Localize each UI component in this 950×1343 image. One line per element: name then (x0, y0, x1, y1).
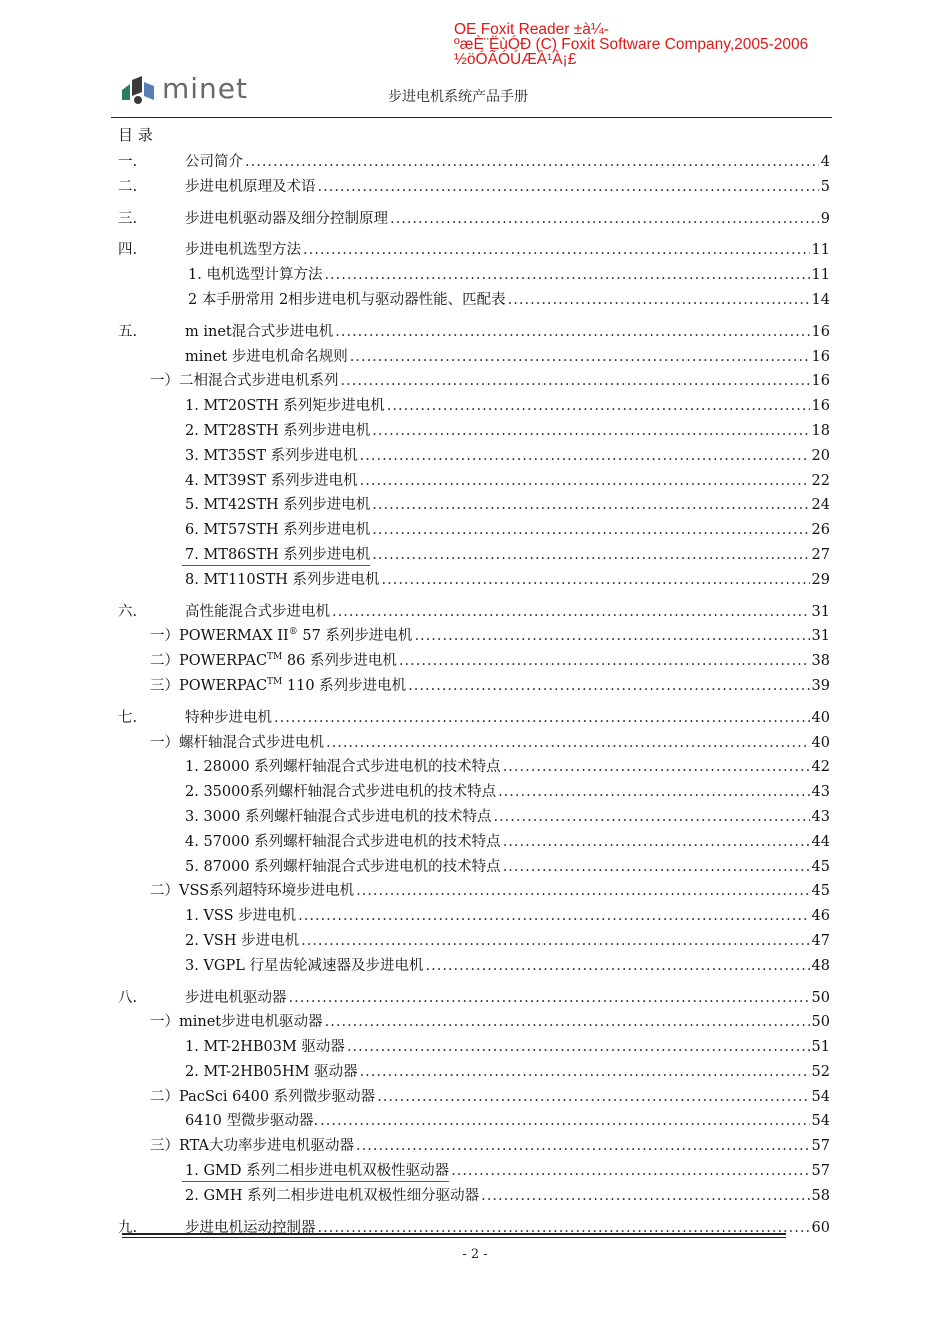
toc-entry[interactable] (118, 345, 830, 370)
toc-entry-label-suffix: 110 系列步进电机 (282, 677, 407, 694)
toc-entry-number: 一. (118, 154, 138, 170)
toc-entry-page: 16 (811, 348, 830, 365)
toc-entry-page: 16 (811, 373, 830, 390)
toc-leader-dots (356, 1138, 810, 1154)
toc-leader-dots (289, 990, 810, 1006)
toc-entry-superscript: ® (288, 627, 298, 638)
toc-entry[interactable] (118, 288, 830, 313)
toc-leader-dots (332, 604, 810, 620)
toc-entry[interactable] (118, 879, 830, 904)
toc-heading (118, 124, 830, 150)
toc-entry-title (185, 238, 301, 259)
toc-leader-dots (341, 373, 810, 389)
toc-leader-dots (372, 423, 809, 439)
toc-leader-dots (508, 292, 810, 308)
toc-entry[interactable] (118, 543, 830, 568)
toc-entry-title (188, 288, 506, 309)
toc-entry[interactable] (118, 624, 830, 649)
toc-entry-label: 特种步进电机 (185, 709, 272, 726)
toc-entry-title (185, 444, 358, 465)
toc-entry-title (185, 345, 348, 366)
toc-entry-superscript: TM (267, 677, 283, 688)
toc-entry-label: 1. 电机选型计算方法 (188, 267, 323, 284)
watermark-line-3: ½öÓÃÓÚÆÀ¹À¡£ (454, 51, 577, 68)
minet-logo-icon (118, 72, 158, 106)
toc-entry-label: 2. 35000系列螺杆轴混合式步进电机的技术特点 (185, 784, 497, 801)
toc-leader-dots (451, 1163, 809, 1179)
toc-entry[interactable] (118, 263, 830, 288)
toc-entry[interactable] (118, 600, 830, 625)
toc-entry-label: 3. MT35ST 系列步进电机 (185, 447, 358, 464)
toc-entry-page: 31 (811, 628, 830, 645)
toc-entry[interactable] (118, 805, 830, 830)
header-divider (111, 117, 832, 118)
toc-entry-label: 1. GMD 系列二相步进电机双极性驱动器 (185, 1163, 450, 1180)
toc-entry-label: 步进电机原理及术语 (185, 178, 316, 195)
toc-leader-dots (301, 933, 809, 949)
toc-entry-title (182, 1159, 449, 1182)
toc-entry-label: 1. 28000 系列螺杆轴混合式步进电机的技术特点 (185, 759, 501, 776)
toc-entry[interactable] (118, 1159, 830, 1184)
toc-leader-dots (298, 908, 809, 924)
toc-leader-dots (377, 1089, 809, 1105)
toc-entry-page: 20 (811, 447, 830, 464)
watermark-line-2: ºæÈ¨ËùÓÐ (C) Foxit Software Company,2005-2006 (454, 36, 809, 53)
toc-leader-dots (382, 572, 810, 588)
toc-entry[interactable] (118, 649, 830, 674)
toc-entry-label: 二）POWERPAC (150, 653, 268, 670)
toc-entry-page: 46 (811, 908, 830, 925)
toc-entry[interactable] (118, 986, 830, 1011)
toc-entry-page: 40 (811, 734, 830, 751)
toc-spacer (118, 231, 830, 238)
toc-entry-title (185, 320, 333, 341)
toc-spacer (118, 699, 830, 706)
toc-entry-page: 16 (811, 398, 830, 415)
toc-entry-title (185, 830, 501, 851)
toc-entry-number: 九. (118, 1219, 138, 1236)
toc-entry-title (185, 855, 501, 876)
toc-entry-page: 51 (811, 1039, 830, 1056)
toc-leader-dots (350, 349, 810, 365)
toc-entry-title (188, 263, 322, 284)
toc-entry[interactable] (118, 493, 830, 518)
toc-entry-page: 57 (811, 1138, 830, 1155)
toc-leader-dots (326, 735, 810, 751)
toc-entry[interactable] (118, 904, 830, 929)
document-title: 步进电机系统产品手册 (388, 89, 528, 105)
toc-entry-label: 6410 型微步驱动器. (185, 1113, 319, 1130)
toc-entry-superscript: TM (267, 652, 283, 663)
toc-entry[interactable] (118, 419, 830, 444)
toc-entry-page: 40 (811, 709, 830, 726)
toc-entry-label: 三）RTA大功率步进电机驱动器 (150, 1138, 355, 1155)
toc-entry-label: 一）螺杆轴混合式步进电机 (150, 734, 324, 751)
toc-leader-dots (360, 448, 810, 464)
toc-entry-title (185, 1060, 358, 1081)
toc-entry-title (185, 469, 358, 490)
toc-entry-label: 1. VSS 步进电机 (185, 908, 297, 925)
toc-leader-dots (274, 710, 810, 726)
toc-entry-page: 42 (811, 759, 830, 776)
toc-entry-page: 24 (811, 497, 830, 514)
toc-entry-title (185, 1035, 345, 1056)
toc-entry-title (150, 624, 412, 645)
toc-leader-dots (372, 522, 809, 538)
toc-leader-dots (335, 324, 809, 340)
toc-entry-title (185, 954, 424, 975)
toc-entry[interactable] (118, 175, 830, 200)
toc-entry-label: 一）minet步进电机驱动器 (150, 1014, 323, 1031)
toc-entry[interactable] (118, 518, 830, 543)
toc-entry-title (150, 674, 406, 695)
toc-entry[interactable] (118, 1010, 830, 1035)
toc-entry[interactable] (118, 755, 830, 780)
toc-leader-dots (372, 547, 809, 563)
table-of-contents (118, 124, 830, 1240)
toc-entry-number: 五. (118, 323, 138, 340)
toc-entry-title (185, 150, 243, 171)
toc-leader-dots (481, 1188, 809, 1204)
toc-leader-dots (318, 179, 819, 195)
toc-entry-page: 54 (811, 1113, 830, 1130)
toc-entry-label: 步进电机选型方法 (185, 242, 301, 259)
toc-entry-page: 22 (811, 472, 830, 489)
toc-entry-label: 3. 3000 系列螺杆轴混合式步进电机的技术特点 (185, 808, 492, 825)
toc-entry[interactable] (118, 1109, 830, 1134)
toc-entry-label: 3. VGPL 行星齿轮减速器及步进电机 (185, 957, 424, 974)
toc-leader-dots (493, 809, 809, 825)
toc-entry-title (150, 731, 324, 752)
toc-leader-dots (503, 859, 810, 875)
toc-entry-label: 步进电机运动控制器 (185, 1219, 316, 1236)
toc-entry-label: 2 本手册常用 2相步进电机与驱动器性能、匹配表 (188, 291, 506, 308)
toc-entry-number: 七. (118, 709, 138, 726)
toc-leader-dots (426, 958, 810, 974)
toc-entry-page: 54 (811, 1088, 830, 1105)
toc-entry-title (185, 986, 287, 1007)
toc-entry-label: minet 步进电机命名规则 (185, 348, 348, 365)
toc-entry-page: 5 (820, 178, 830, 195)
toc-entry[interactable] (118, 369, 830, 394)
toc-entry-label: 高性能混合式步进电机 (185, 603, 330, 620)
toc-entry-page: 43 (811, 784, 830, 801)
toc-entry-label: 1. MT20STH 系列矩步进电机 (185, 398, 385, 415)
toc-entry[interactable] (118, 1134, 830, 1159)
toc-entry-title (185, 904, 296, 925)
toc-entry-page: 11 (811, 242, 830, 259)
toc-entry-label: m inet混合式步进电机 (185, 323, 334, 340)
logo-text: minet (162, 72, 249, 105)
toc-entry-title (185, 600, 330, 621)
toc-entry-label: 5. 87000 系列螺杆轴混合式步进电机的技术特点 (185, 858, 501, 875)
toc-entry[interactable] (118, 394, 830, 419)
toc-leader-dots (408, 678, 809, 694)
toc-entry-page: 27 (811, 546, 830, 563)
footer-divider-thin (122, 1237, 786, 1238)
toc-spacer (118, 593, 830, 600)
toc-entry-page: 50 (811, 989, 830, 1006)
toc-entry[interactable] (118, 150, 830, 175)
toc-entry-page: 4 (820, 154, 830, 170)
toc-entry[interactable] (118, 731, 830, 756)
toc-entry-label: 二）PacSci 6400 系列微步驱动器 (150, 1088, 376, 1105)
toc-leader-dots (498, 784, 809, 800)
toc-spacer (118, 1209, 830, 1216)
toc-entry-page: 39 (811, 677, 830, 694)
toc-entry-label: 6. MT57STH 系列步进电机 (185, 522, 371, 539)
toc-entry-title (185, 929, 299, 950)
toc-entry-label-suffix: 86 系列步进电机 (282, 653, 397, 670)
toc-leader-dots (324, 267, 809, 283)
toc-entry-label-suffix: 57 系列步进电机 (297, 628, 413, 645)
toc-entry-title (150, 649, 397, 670)
toc-entry-page: 60 (811, 1219, 830, 1236)
toc-entry-page: 43 (811, 808, 830, 825)
toc-leader-dots (372, 497, 809, 513)
toc-leader-dots (414, 628, 809, 644)
toc-entry[interactable] (118, 780, 830, 805)
footer-divider (122, 1233, 786, 1235)
toc-leader-dots (303, 242, 810, 258)
toc-entry-title (185, 706, 272, 727)
toc-entry-label: 8. MT110STH 系列步进电机 (185, 571, 380, 588)
toc-entry-label: 公司简介 (185, 154, 243, 170)
toc-spacer (118, 979, 830, 986)
toc-entry-label: 4. MT39ST 系列步进电机 (185, 472, 358, 489)
toc-leader-dots (320, 1113, 809, 1129)
toc-entries (118, 150, 830, 1240)
toc-leader-dots (245, 154, 819, 170)
toc-leader-dots (347, 1039, 810, 1055)
toc-entry-page: 57 (811, 1163, 830, 1180)
toc-entry-page: 47 (811, 932, 830, 949)
toc-entry-page: 48 (811, 957, 830, 974)
toc-entry[interactable] (118, 1035, 830, 1060)
toc-entry-title (150, 1085, 375, 1106)
toc-entry-title (185, 568, 380, 589)
toc-leader-dots (356, 883, 809, 899)
toc-leader-dots (387, 398, 810, 414)
minet-logo (118, 72, 248, 106)
toc-entry-number: 二. (118, 178, 138, 195)
toc-entry-title (185, 175, 316, 196)
toc-entry-label: 2. VSH 步进电机 (185, 932, 300, 949)
toc-entry-page: 9 (820, 210, 830, 227)
toc-entry[interactable] (118, 207, 830, 232)
toc-entry[interactable] (118, 929, 830, 954)
toc-leader-dots (360, 1064, 810, 1080)
toc-leader-dots (399, 653, 810, 669)
toc-entry-label: 2. MT-2HB05HM 驱动器 (185, 1063, 358, 1080)
toc-entry-title (185, 394, 385, 415)
toc-entry-label: 2. MT28STH 系列步进电机 (185, 422, 371, 439)
toc-entry-label: 二）VSS系列超特环境步进电机 (150, 883, 355, 900)
toc-entry-page: 11 (811, 267, 830, 284)
toc-entry-number: 三. (118, 210, 138, 227)
toc-entry-number: 八. (118, 989, 138, 1006)
toc-leader-dots (390, 211, 819, 227)
toc-entry-label: 一）POWERMAX II (150, 628, 289, 645)
toc-leader-dots (325, 1014, 810, 1030)
toc-entry-page: 16 (811, 323, 830, 340)
toc-entry-label: 1. MT-2HB03M 驱动器 (185, 1039, 345, 1056)
toc-entry-page: 18 (811, 422, 830, 439)
toc-entry-label: 4. 57000 系列螺杆轴混合式步进电机的技术特点 (185, 833, 501, 850)
toc-entry[interactable] (118, 1184, 830, 1209)
toc-entry-title (150, 1010, 323, 1031)
toc-entry[interactable] (118, 954, 830, 979)
toc-entry[interactable] (118, 1060, 830, 1085)
toc-spacer (118, 200, 830, 207)
toc-entry-label: 三）POWERPAC (150, 677, 268, 694)
toc-entry-page: 45 (811, 858, 830, 875)
toc-entry-title (185, 1109, 318, 1130)
toc-entry[interactable] (118, 855, 830, 880)
toc-entry-title (185, 518, 370, 539)
toc-entry[interactable] (118, 706, 830, 731)
toc-heading-text: 目 录 (118, 126, 153, 144)
toc-entry-title (185, 419, 370, 440)
toc-entry-title (185, 805, 491, 826)
toc-leader-dots (503, 759, 810, 775)
toc-entry-label: 一）二相混合式步进电机系列 (150, 373, 339, 390)
toc-entry[interactable] (118, 830, 830, 855)
toc-entry-title (150, 1134, 354, 1155)
toc-entry-number: 四. (118, 242, 138, 259)
toc-entry-title (185, 493, 370, 514)
toc-entry-label: 5. MT42STH 系列步进电机 (185, 497, 371, 514)
toc-entry-title (182, 543, 370, 566)
toc-entry-page: 14 (811, 291, 830, 308)
toc-entry-page: 38 (811, 653, 830, 670)
toc-entry[interactable] (118, 469, 830, 494)
toc-entry-page: 58 (811, 1187, 830, 1204)
toc-entry-label: 步进电机驱动器及细分控制原理 (185, 210, 388, 227)
toc-entry[interactable] (118, 320, 830, 345)
toc-leader-dots (503, 834, 810, 850)
toc-entry-page: 45 (811, 883, 830, 900)
toc-entry-page: 29 (811, 571, 830, 588)
page-number: - 2 - (462, 1247, 488, 1262)
toc-entry[interactable] (118, 568, 830, 593)
toc-entry-title (185, 207, 388, 228)
toc-entry-page: 52 (811, 1063, 830, 1080)
toc-spacer (118, 313, 830, 320)
toc-entry-page: 26 (811, 522, 830, 539)
toc-entry-label: 2. GMH 系列二相步进电机双极性细分驱动器 (185, 1187, 480, 1204)
toc-entry[interactable] (118, 444, 830, 469)
watermark-text (454, 22, 808, 67)
toc-entry-page: 31 (811, 603, 830, 620)
toc-entry-page: 50 (811, 1014, 830, 1031)
toc-entry[interactable] (118, 1085, 830, 1110)
toc-entry-title (185, 755, 501, 776)
toc-entry-label: 步进电机驱动器 (185, 989, 287, 1006)
watermark-line-1: OE Foxit Reader ±à¼- (454, 21, 609, 38)
toc-entry-label: 7. MT86STH 系列步进电机 (185, 546, 371, 563)
toc-entry[interactable] (118, 238, 830, 263)
toc-entry-title (185, 780, 496, 801)
toc-entry-number: 六. (118, 603, 138, 620)
toc-entry-title (150, 879, 354, 900)
toc-entry-title (185, 1184, 479, 1205)
toc-entry-page: 44 (811, 833, 830, 850)
toc-entry-title (150, 369, 339, 390)
toc-entry[interactable] (118, 674, 830, 699)
toc-leader-dots (360, 473, 810, 489)
